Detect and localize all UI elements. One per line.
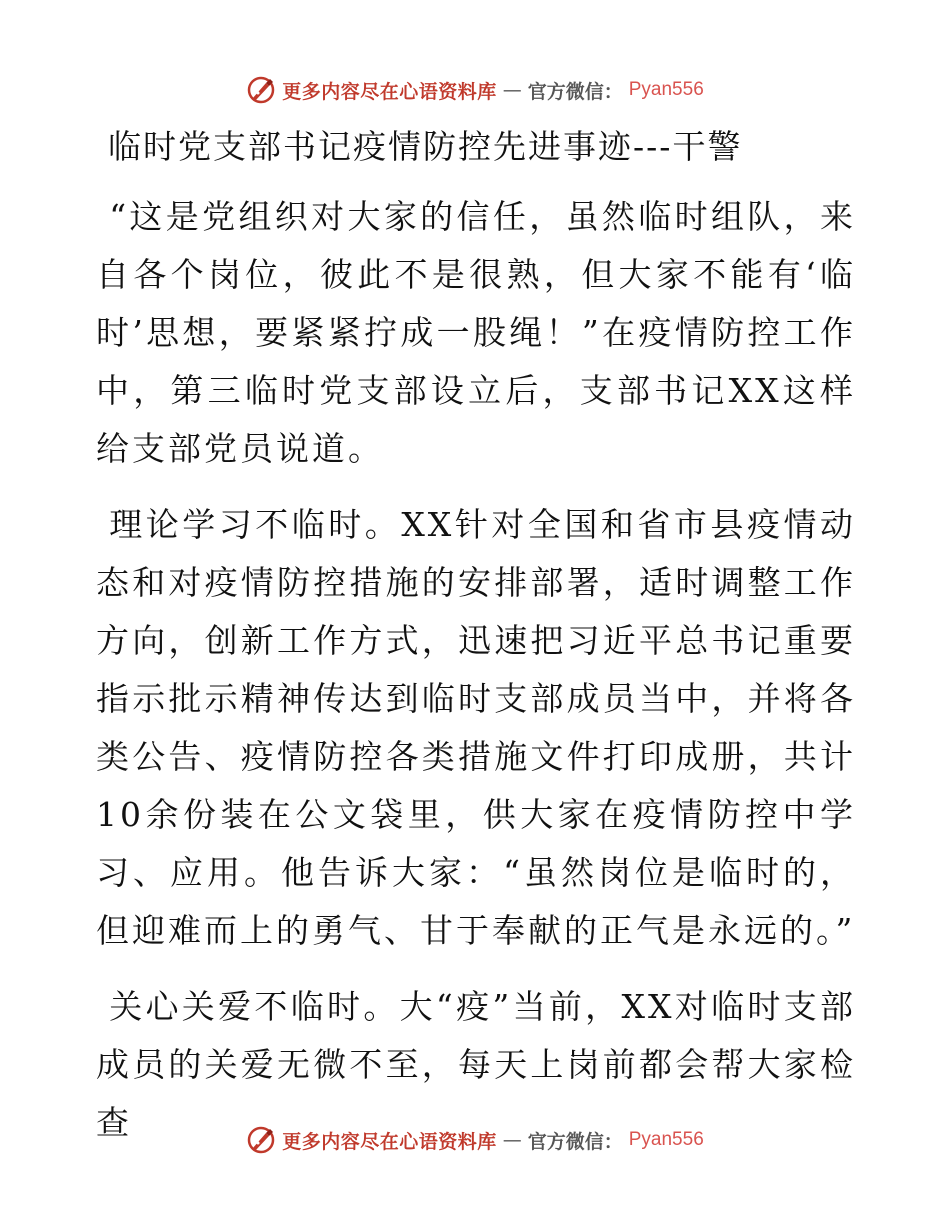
- watermark-wechat-id: Pyan556: [628, 1129, 704, 1150]
- header-watermark: [0, 70, 950, 110]
- footer-watermark: [0, 1120, 950, 1160]
- watermark-brand: 更多内容尽在心语资料库: [282, 80, 497, 103]
- document-body: [96, 188, 856, 1152]
- watermark-dash: —: [502, 1129, 522, 1151]
- document-title: 临时党支部书记疫情防控先进事迹---干警: [108, 127, 743, 166]
- watermark-wechat-id: Pyan556: [628, 79, 704, 100]
- watermark-wechat-label: 官方微信：: [527, 80, 623, 103]
- watermark-wechat-label: 官方微信：: [527, 1130, 623, 1153]
- pen-logo-icon: [246, 75, 276, 105]
- watermark-dash: —: [502, 79, 522, 101]
- pen-logo-icon: [246, 1125, 276, 1155]
- watermark-brand: 更多内容尽在心语资料库: [282, 1130, 497, 1153]
- paragraph-2: 理论学习不临时。XX针对全国和省市县疫情动态和对疫情防控措施的安排部署，适时调整工作方向，创新工作方式，迅速把习近平总书记重要指示批示精神传达到临时支部成员当中，并将各类公告、疫情防控各类措施文件打印成册，共计10余份装在公文袋里，供大家在疫情防控中学习、应用。他告诉大家：“虽然岗位是临时的，但迎难而上的勇气、甘于奉献的正气是永远的。”: [96, 505, 856, 950]
- paragraph-1: “这是党组织对大家的信任，虽然临时组队，来自各个岗位，彼此不是很熟，但大家不能有‘临时’思想，要紧紧拧成一股绳！”在疫情防控工作中，第三临时党支部设立后，支部书记XX这样给支部党员说道。: [96, 197, 856, 468]
- paragraph-3: 关心关爱不临时。大“疫”当前，XX对临时支部成员的关爱无微不至，每天上岗前都会帮大家检查: [96, 987, 856, 1142]
